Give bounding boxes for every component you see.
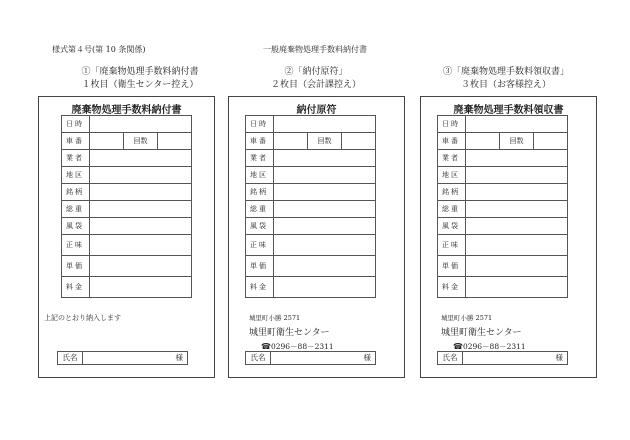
honorific: 様 [555,353,563,362]
input-gross-weight[interactable] [466,201,568,218]
label-net-weight: 正味 [246,235,274,256]
label-business: 業者 [438,150,466,167]
caption-line-1: ①「廃棄物処理手数料納付書 [81,67,199,77]
input-business[interactable] [90,150,192,167]
honorific: 様 [175,353,183,362]
name-field[interactable] [245,351,376,365]
input-count[interactable] [158,133,192,150]
label-unit-price: 単価 [438,256,466,277]
name-label: 氏名 [246,352,271,364]
fee-payment-slip [38,96,215,378]
label-district: 地区 [438,167,466,184]
label-business: 業者 [246,150,274,167]
entry-grid [245,115,376,298]
label-bag-weight: 風袋 [62,218,90,235]
telephone-icon: ☎ [453,342,463,351]
entry-grid [437,115,568,298]
input-fee[interactable] [274,277,376,298]
label-date: 日時 [438,116,466,133]
input-net-weight[interactable] [90,235,192,256]
fee-receipt [420,96,597,378]
label-vehicle: 車番 [62,133,90,150]
caption-line-2: １枚目（衛生センター控え） [81,80,199,90]
entry-grid [61,115,192,298]
org-name: 城里町衛生センター [249,328,330,338]
form-title: 廃棄物処理手数料領収書 [453,105,564,116]
input-vehicle[interactable] [274,133,308,150]
input-business[interactable] [466,150,568,167]
input-gross-weight[interactable] [274,201,376,218]
label-business: 業者 [62,150,90,167]
input-net-weight[interactable] [466,235,568,256]
label-fee: 料金 [246,277,274,298]
label-date: 日時 [62,116,90,133]
label-gross-weight: 総重 [62,201,90,218]
label-vehicle: 車番 [246,133,274,150]
input-bag-weight[interactable] [274,218,376,235]
label-count: 回数 [124,133,158,150]
label-count: 回数 [500,133,534,150]
input-count[interactable] [534,133,568,150]
input-brand[interactable] [274,184,376,201]
input-date[interactable] [274,116,376,133]
input-date[interactable] [90,116,192,133]
caption-line-1: ②「納付原符」 [284,67,348,77]
copy-caption-3 [416,66,596,92]
label-gross-weight: 総重 [438,201,466,218]
input-fee[interactable] [466,277,568,298]
phone-number: 0296－88－2311 [270,342,334,351]
input-district[interactable] [466,167,568,184]
input-district[interactable] [274,167,376,184]
input-brand[interactable] [90,184,192,201]
payment-note: 上記のとおり納入します [44,314,121,322]
input-net-weight[interactable] [274,235,376,256]
caption-line-2: ２枚目（会計課控え） [270,80,361,90]
input-unit-price[interactable] [466,256,568,277]
input-date[interactable] [466,116,568,133]
label-brand: 銘柄 [62,184,90,201]
telephone-icon: ☎ [261,342,271,351]
payment-stub [228,96,405,378]
label-bag-weight: 風袋 [438,218,466,235]
input-unit-price[interactable] [90,256,192,277]
form-title: 廃棄物処理手数料納付書 [71,105,182,116]
label-district: 地区 [246,167,274,184]
copy-caption-2 [226,66,406,92]
document-title: 一般廃棄物処理手数料納付書 [263,45,367,54]
label-unit-price: 単価 [246,256,274,277]
input-bag-weight[interactable] [466,218,568,235]
input-district[interactable] [90,167,192,184]
label-vehicle: 車番 [438,133,466,150]
name-field[interactable] [437,351,568,365]
input-fee[interactable] [90,277,192,298]
address: 城里町小勝 2571 [441,314,493,322]
form-number: 様式第４号(第 10 条関係) [52,45,146,54]
org-name: 城里町衛生センター [441,328,522,338]
input-vehicle[interactable] [466,133,500,150]
name-field[interactable] [57,351,188,365]
input-gross-weight[interactable] [90,201,192,218]
name-label: 氏名 [58,352,83,364]
label-bag-weight: 風袋 [246,218,274,235]
label-net-weight: 正味 [438,235,466,256]
form-title: 納付原符 [296,105,337,116]
label-fee: 料金 [438,277,466,298]
label-district: 地区 [62,167,90,184]
caption-line-1: ③「廃棄物処理手数料領収書」 [442,67,569,77]
input-bag-weight[interactable] [90,218,192,235]
input-business[interactable] [274,150,376,167]
label-gross-weight: 総重 [246,201,274,218]
name-label: 氏名 [438,352,463,364]
label-fee: 料金 [62,277,90,298]
copy-caption-1 [50,66,230,92]
label-date: 日時 [246,116,274,133]
input-unit-price[interactable] [274,256,376,277]
label-unit-price: 単価 [62,256,90,277]
label-brand: 銘柄 [438,184,466,201]
label-count: 回数 [308,133,342,150]
caption-line-2: ３枚目（お客様控え） [460,80,551,90]
input-vehicle[interactable] [90,133,124,150]
input-count[interactable] [342,133,376,150]
label-brand: 銘柄 [246,184,274,201]
label-net-weight: 正味 [62,235,90,256]
input-brand[interactable] [466,184,568,201]
phone-number: 0296－88－2311 [462,342,526,351]
honorific: 様 [363,353,371,362]
address: 城里町小勝 2571 [249,314,301,322]
